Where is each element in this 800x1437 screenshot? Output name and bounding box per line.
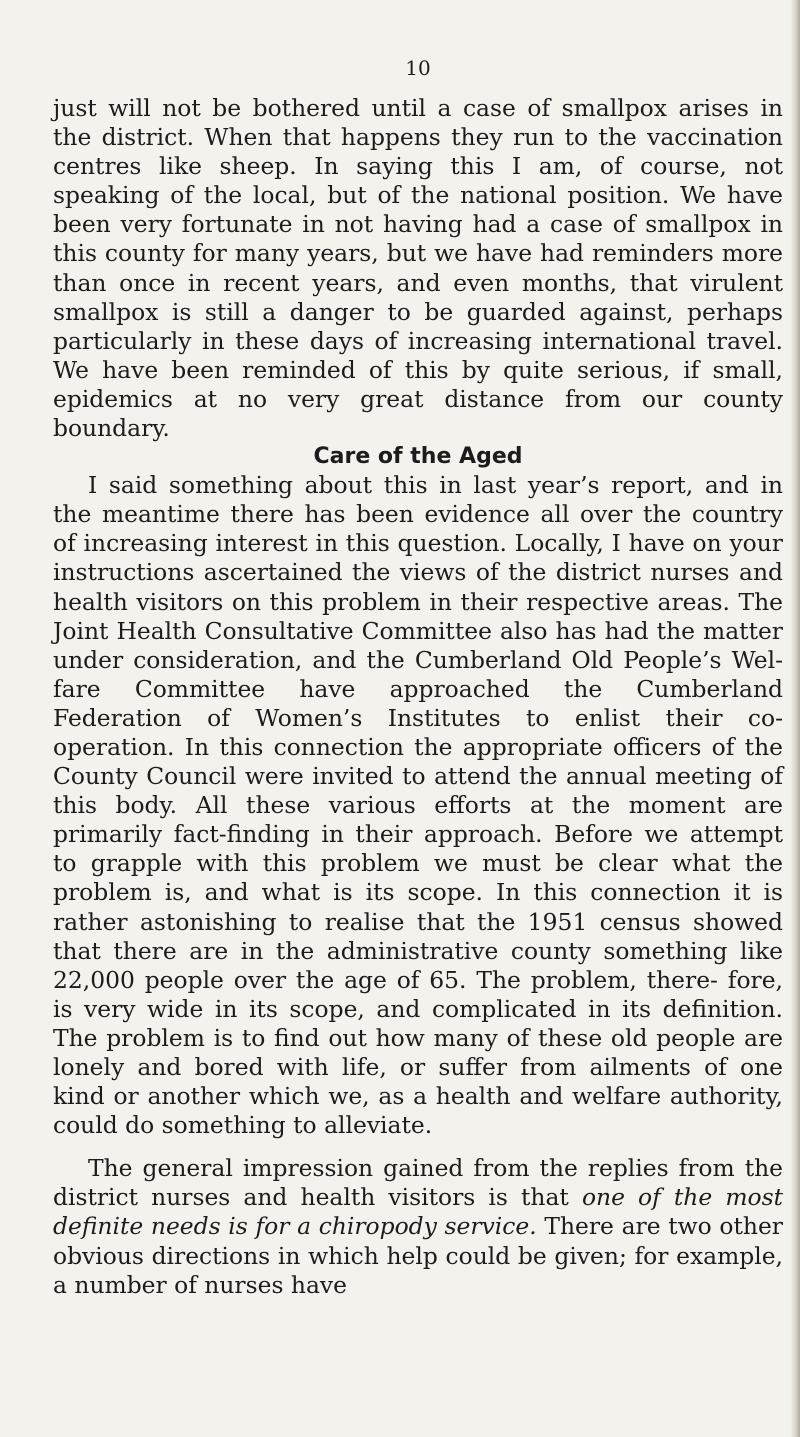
section-heading-care-of-aged: Care of the Aged xyxy=(313,444,523,470)
paragraph-general-impression-italic: one of the most definite needs is for a chiropody service. xyxy=(53,1183,783,1241)
page-edge-shadow xyxy=(790,0,800,1437)
paragraph-general-impression-start: The general impression gained from the replies from the district nurses and health visitors is that xyxy=(53,1154,783,1212)
document-body xyxy=(53,94,783,1300)
paragraph-spacer xyxy=(53,1140,783,1154)
paragraph-smallpox: just will not be bothered until a case of smallpox arises in the district. When that happens they run to the vaccination centres like sheep. In saying this I am, of course, not speaking of the local, but of the national position. We have been very fortunate in not having had a case of smallpox in this county for many years, but we have had reminders more than once in recent years, and even months, that virulent smallpox is still a danger to be guarded against, perhaps particularly in these days of increasing international travel. We have been reminded of this by quite serious, if small, epidemics at no very great distance from our county boundary. xyxy=(53,94,783,443)
paragraph-general-impression xyxy=(53,1154,783,1299)
page-number: 10 xyxy=(405,56,431,80)
paragraph-care-of-aged: I said something about this in last year’s report, and in the meantime there has been evidence all over the country of increasing interest in this question. Locally, I have on your instructions ascertained the views of the district nurses and health visitors on this problem in their respective areas. The Joint Health Consultative Committee also has had the matter under consideration, and the Cumberland Old People’s Wel- fare Committee have approached the Cumberland Federation of Women’s Institutes to enlist their co- operation. In this connection the appropriate officers of the County Council were invited to attend the annual meeting of this body. All these various efforts at the moment are primarily fact-finding in their approach. Before we attempt to grapple with this problem we must be clear what the problem is, and what is its scope. In this connection it is rather astonishing to realise that the 1951 census showed that there are in the administrative county something like 22,000 people over the age of 65. The problem, there- fore, is very wide in its scope, and complicated in its definition. The problem is to find out how many of these old people are lonely and bored with life, or suffer from ailments of one kind or another which we, as a health and welfare authority, could do something to alleviate. xyxy=(53,471,783,1140)
paragraph-general-impression-end: There are two other obvious directions in which help could be given; for example, a number of nurses have xyxy=(53,1212,783,1299)
